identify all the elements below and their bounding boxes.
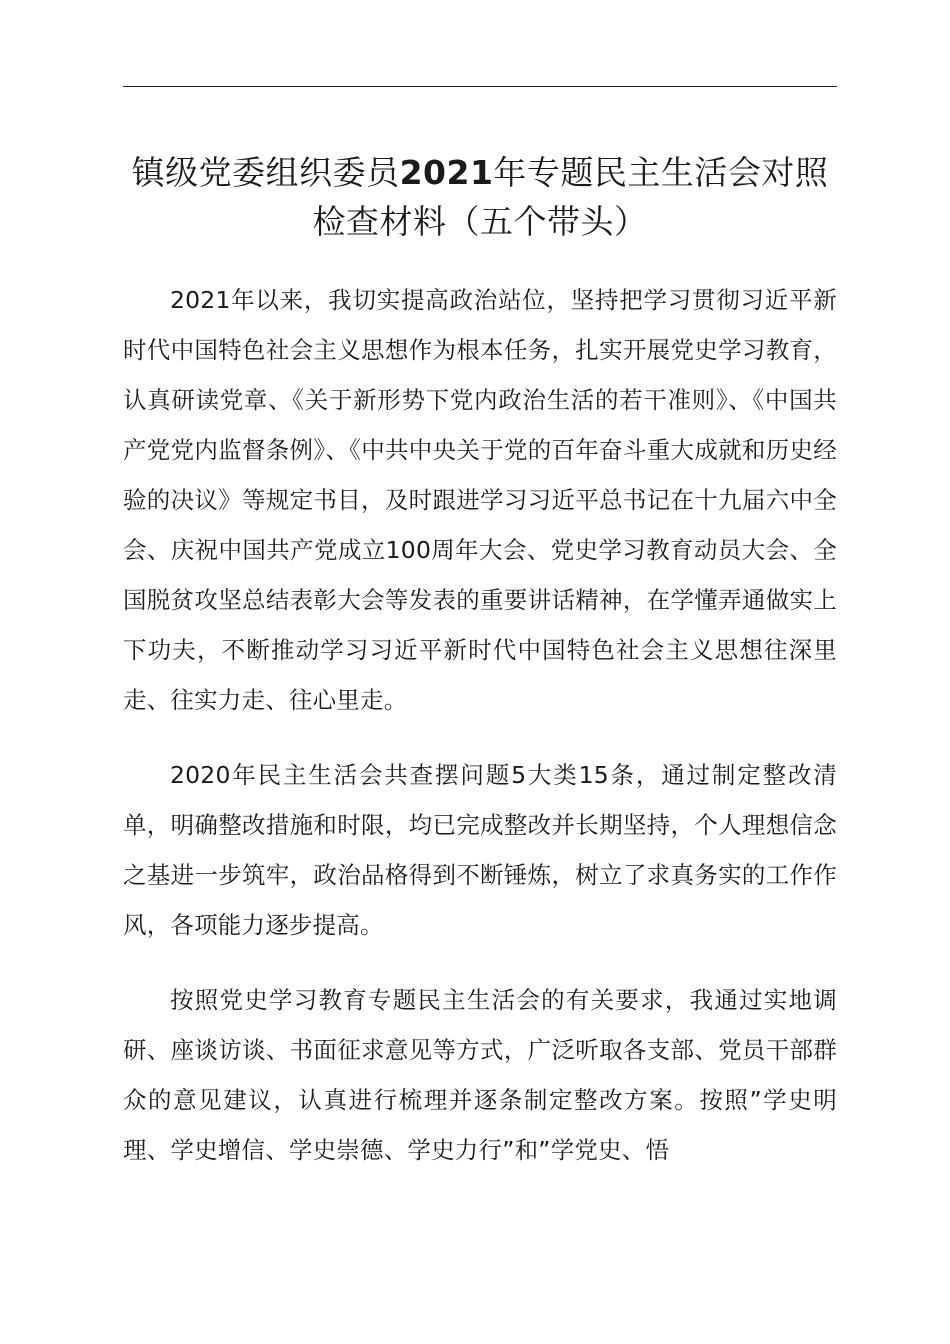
paragraph-2: 2020年民主生活会共查摆问题5大类15条，通过制定整改清单，明确整改措施和时限，均已完成整改并长期坚持，个人理想信念之基进一步筑牢，政治品格得到不断锤炼，树立了求真务实的工作作风，各项能力逐步提高。 [123, 761, 837, 939]
document-title [118, 148, 842, 246]
paragraph-3: 按照党史学习教育专题民主生活会的有关要求，我通过实地调研、座谈访谈、书面征求意见等方式，广泛听取各支部、党员干部群众的意见建议，认真进行梳理并逐条制定整改方案。按照”学史明理、学史增信、学史崇德、学史力行”和”学党史、悟 [123, 986, 837, 1164]
title-year: 2021 [399, 153, 494, 192]
header-rule [123, 86, 837, 87]
document-body [123, 275, 837, 1200]
title-prefix: 镇级党委组织委员 [131, 153, 400, 192]
title-suffix: 年专题民主生活会对照检查材料（五个带头） [312, 153, 829, 241]
paragraph-1: 2021年以来，我切实提高政治站位，坚持把学习贯彻习近平新时代中国特色社会主义思想作为根本任务，扎实开展党史学习教育，认真研读党章、《关于新形势下党内政治生活的若干准则》、《中国共产党党内监督条例》、《中共中央关于党的百年奋斗重大成就和历史经验的决议》等规定书目，及时跟进学习习近平总书记在十九届六中全会、庆祝中国共产党成立100周年大会、党史学习教育动员大会、全国脱贫攻坚总结表彰大会等发表的重要讲话精神，在学懂弄通做实上下功夫，不断推动学习习近平新时代中国特色社会主义思想往深里走、往实力走、往心里走。 [123, 286, 837, 714]
